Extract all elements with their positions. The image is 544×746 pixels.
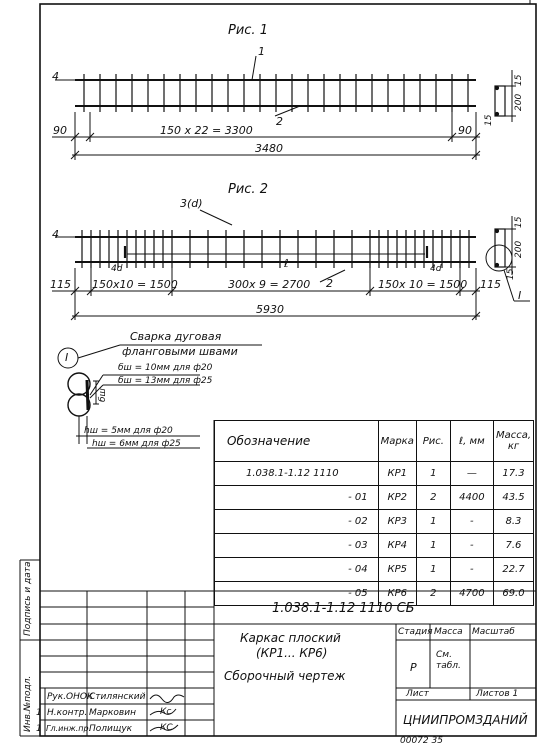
fig1-sec-dim-bottom: 15 xyxy=(484,114,494,126)
row-fig: 2 xyxy=(416,582,450,606)
row-mark: КР6 xyxy=(378,582,416,606)
row-oz: - 05 xyxy=(215,582,379,606)
row-mark: КР2 xyxy=(378,486,416,510)
weld-node-mark: I xyxy=(65,351,69,364)
row-oz: 1.038.1-1.12 1110 xyxy=(215,462,379,486)
row-len: 4400 xyxy=(450,486,493,510)
row-fig: 1 xyxy=(416,534,450,558)
stamp-row-num2: 1 xyxy=(36,724,42,734)
stamp-org: ЦНИИПРОМЗДАНИЙ xyxy=(403,713,528,727)
row-fig: 1 xyxy=(416,510,450,534)
weld-title-line1: Сварка дуговая xyxy=(130,330,222,343)
stamp-name1: Каркас плоский xyxy=(240,631,341,645)
row-oz: - 04 xyxy=(215,558,379,582)
stamp-r1-role: Рук.ОНОК xyxy=(47,692,94,702)
spec-header-len: ℓ, мм xyxy=(450,421,493,462)
fig2-right-dim: 115 xyxy=(480,278,501,291)
stamp-sig2: Кс xyxy=(160,707,172,717)
spec-header-mark: Марка xyxy=(378,421,416,462)
row-mark: КР5 xyxy=(378,558,416,582)
side-podpis-label: Подпись и дата xyxy=(23,561,33,636)
stamp-r3-role: Гл.инж.пр. xyxy=(46,724,92,733)
row-fig: 1 xyxy=(416,558,450,582)
row-len: — xyxy=(450,462,493,486)
fig2-ell: ℓ xyxy=(284,257,289,270)
row-len: - xyxy=(450,534,493,558)
row-len: 4700 xyxy=(450,582,493,606)
row-mass: 22.7 xyxy=(493,558,533,582)
table-row xyxy=(215,510,534,534)
fig1-pos-stirrup: 2 xyxy=(276,115,283,128)
stamp-r2-name: Марковин xyxy=(89,708,136,718)
stamp-mass-header: Масса xyxy=(434,627,463,637)
stamp-r3-name: Полищук xyxy=(89,724,133,734)
fig2-sec-dim-height: 200 xyxy=(514,240,524,258)
weld-bw2: бш = 13мм для ф25 xyxy=(118,376,213,386)
row-oz: - 03 xyxy=(215,534,379,558)
row-mark: КР3 xyxy=(378,510,416,534)
fig1-sec-dim-top: 15 xyxy=(514,74,524,86)
spec-header-row xyxy=(215,421,534,462)
weld-bw-label: бш xyxy=(98,388,108,402)
weld-bw1: бш = 10мм для ф20 xyxy=(118,363,213,373)
fig2-title: Рис. 2 xyxy=(228,182,268,197)
stamp-r1-name: Стилянский xyxy=(89,692,146,702)
fig1-right-dim: 90 xyxy=(458,124,472,137)
table-row xyxy=(215,462,534,486)
stamp-scale-header: Масштаб xyxy=(472,627,515,637)
stamp-footer: 00072 35 xyxy=(400,736,443,746)
row-mass: 8.3 xyxy=(493,510,533,534)
stamp-sheets: Листов 1 xyxy=(476,689,519,699)
fig2-edge-label: 4 xyxy=(52,228,59,241)
weld-title-line2: фланговыми швами xyxy=(122,345,238,358)
row-oz: - 01 xyxy=(215,486,379,510)
spec-table xyxy=(214,420,534,606)
row-len: - xyxy=(450,558,493,582)
fig1-title: Рис. 1 xyxy=(228,23,268,38)
fig2-pos-stirrup: 2 xyxy=(326,277,333,290)
stamp-sig3: КС xyxy=(160,723,173,733)
fig2-dim1: 150x10 = 1500 xyxy=(92,278,178,291)
fig2-total-dim: 5930 xyxy=(256,303,284,316)
fig2-left-dim: 115 xyxy=(50,278,71,291)
spec-header-fig: Рис. xyxy=(416,421,450,462)
row-mass: 69.0 xyxy=(493,582,533,606)
row-fig: 2 xyxy=(416,486,450,510)
side-inv-label: Инв.№подл. xyxy=(23,675,33,732)
fig2-dim3: 150x 10 = 1500 xyxy=(378,278,468,291)
stamp-stage-header: Стадия xyxy=(398,627,433,637)
weld-hw1: hш = 5мм для ф20 xyxy=(84,426,173,436)
table-row xyxy=(215,486,534,510)
stamp-code: 1.038.1-1.12 1110 СБ xyxy=(272,601,415,616)
row-oz: - 02 xyxy=(215,510,379,534)
row-mass: 17.3 xyxy=(493,462,533,486)
fig2-dim2: 300x 9 = 2700 xyxy=(228,278,311,291)
fig2-sec-dim-top: 15 xyxy=(514,216,524,228)
row-mark: КР1 xyxy=(378,462,416,486)
row-mass: 43.5 xyxy=(493,486,533,510)
fig1-total-dim: 3480 xyxy=(255,142,283,155)
fig2-right-a: 4d xyxy=(430,264,442,274)
fig1-mid-dim: 150 x 22 = 3300 xyxy=(160,124,253,137)
fig2-left-a: 4d xyxy=(111,264,123,274)
fig2-node-mark: I xyxy=(518,289,522,302)
stamp-sheet: Лист xyxy=(406,689,429,699)
fig1-left-dim: 90 xyxy=(53,124,67,137)
row-mark: КР4 xyxy=(378,534,416,558)
stamp-name2: (КР1... КР6) xyxy=(256,646,328,660)
fig2-pos-tag: 3(d) xyxy=(180,197,203,210)
fig1-pos-rebar: 1 xyxy=(258,45,265,58)
weld-hw2: hш = 6мм для ф25 xyxy=(92,439,181,449)
row-fig: 1 xyxy=(416,462,450,486)
stamp-r2-role: Н.контр. xyxy=(47,708,88,718)
spec-header-oz: Обозначение xyxy=(215,421,379,462)
row-len: - xyxy=(450,510,493,534)
spec-header-mass: Масса, кг xyxy=(493,421,533,462)
table-row xyxy=(215,534,534,558)
fig2-sec-dim-bottom: 15 xyxy=(506,268,516,280)
fig1-sec-dim-height: 200 xyxy=(514,93,524,111)
stamp-row-num1: 1 xyxy=(36,708,42,718)
fig1-edge-label: 4 xyxy=(52,70,59,83)
stamp-name3: Сборочный чертеж xyxy=(224,669,346,683)
stamp-stage: Р xyxy=(410,661,417,674)
table-row xyxy=(215,558,534,582)
stamp-mass: См. табл. xyxy=(436,650,461,671)
row-mass: 7.6 xyxy=(493,534,533,558)
